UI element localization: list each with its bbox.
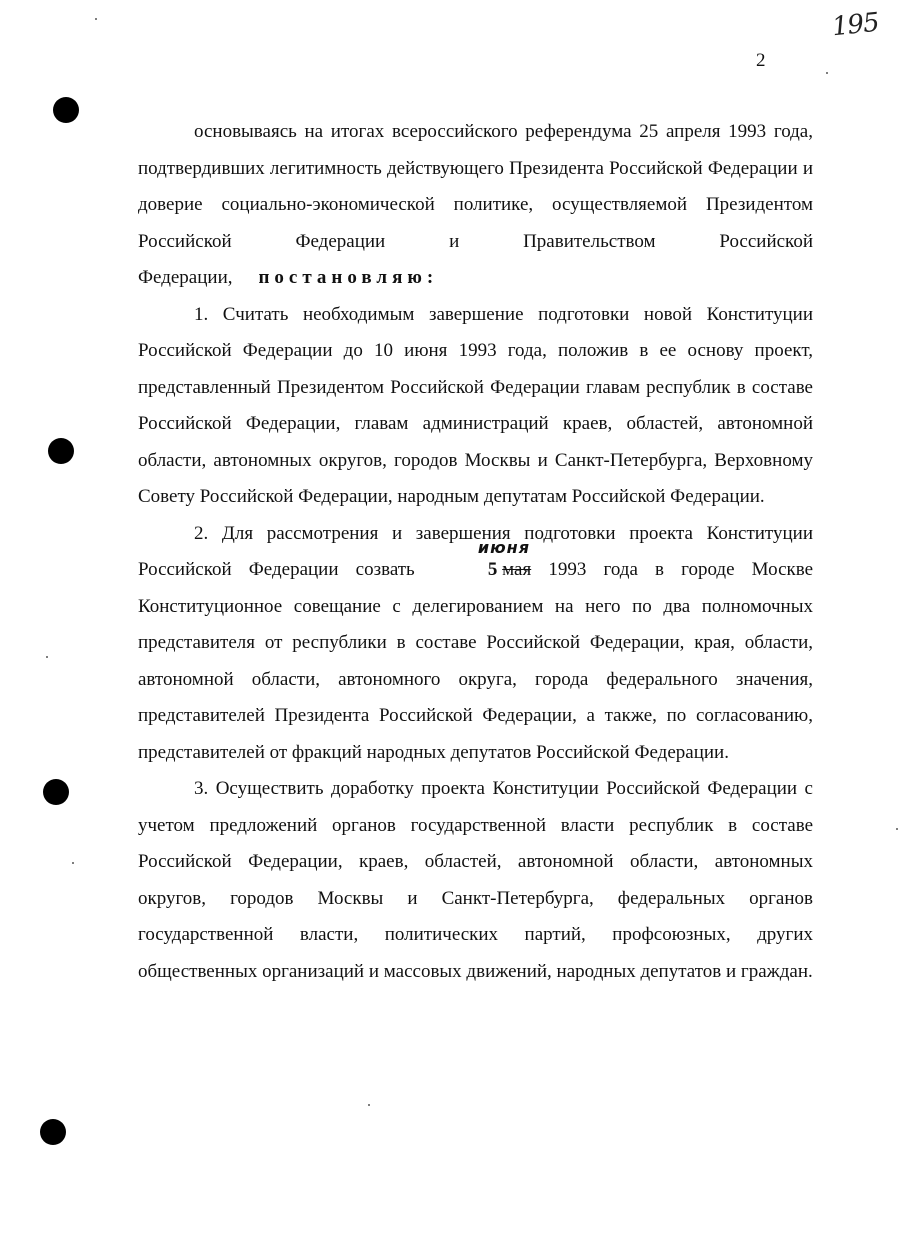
struck-month: мая [502, 559, 532, 580]
punch-hole [40, 1119, 66, 1145]
punch-hole [48, 438, 74, 464]
date-amendment [432, 538, 532, 589]
scan-speck [72, 862, 74, 864]
paragraph-3: 3. Осуществить доработку проекта Конституции Российской Федерации с учетом предложений органов государственной власти республик в составе Российской Федерации, краев, областей, автономной области, автономных округов, городов Москвы и Санкт-Петербурга, федеральных органов государственной власти, политических партий, профсоюзных, других общественных организаций и массовых движений, народных депутатов и граждан. [138, 778, 813, 982]
scan-speck [46, 656, 48, 658]
scan-speck [896, 828, 898, 830]
paragraph-2-rest: Конституционное совещание с делегированием на него по два полномочных представителя от республики в составе Российской Федерации, края, области, автономной области, автономного округа, города федерального значения, представителей Президента Российской Федерации, а также, по согласованию, представителей от фракций народных депутатов Российской Федерации. [138, 595, 813, 763]
date-day: 5 [487, 559, 498, 580]
paragraph-2-text: 2. Для рассмотрения и завершения подготовки проекта Конституции Российской Федерации созвать [138, 522, 813, 580]
paragraph-1: 1. Считать необходимым завершение подготовки новой Конституции Российской Федерации до 10 июня 1993 года, положив в ее основу проект, представленный Президентом Российской Федерации главам республик в составе Российской Федерации, главам администраций краев, областей, автономной области, автономных округов, городов Москвы и Санкт-Петербурга, Верховному Совету Российской Федерации, народным депутатам Российской Федерации. [138, 303, 813, 507]
scan-speck [368, 1104, 370, 1106]
punch-hole [53, 97, 79, 123]
handwritten-correction: июня [477, 538, 530, 557]
resolution-keyword: постановляю: [258, 267, 439, 288]
archive-page-number: 195 [830, 7, 881, 43]
scan-speck [95, 18, 97, 20]
preamble-text: основываясь на итогах всероссийского референдума 25 апреля 1993 года, подтвердивших легитимность действующего Президента Российской Федерации и доверие социально-экономической политике, осуществляемой Президентом Российской Федерации и Правительством Российской Федерации, [138, 121, 813, 288]
paragraph-2 [138, 516, 813, 772]
page-number: 2 [756, 50, 766, 71]
date-remainder: 1993 года в городе Москве [548, 559, 814, 580]
scan-speck [826, 72, 828, 74]
punch-hole [43, 779, 69, 805]
paragraph-preamble [138, 114, 813, 297]
document-body [138, 114, 813, 990]
